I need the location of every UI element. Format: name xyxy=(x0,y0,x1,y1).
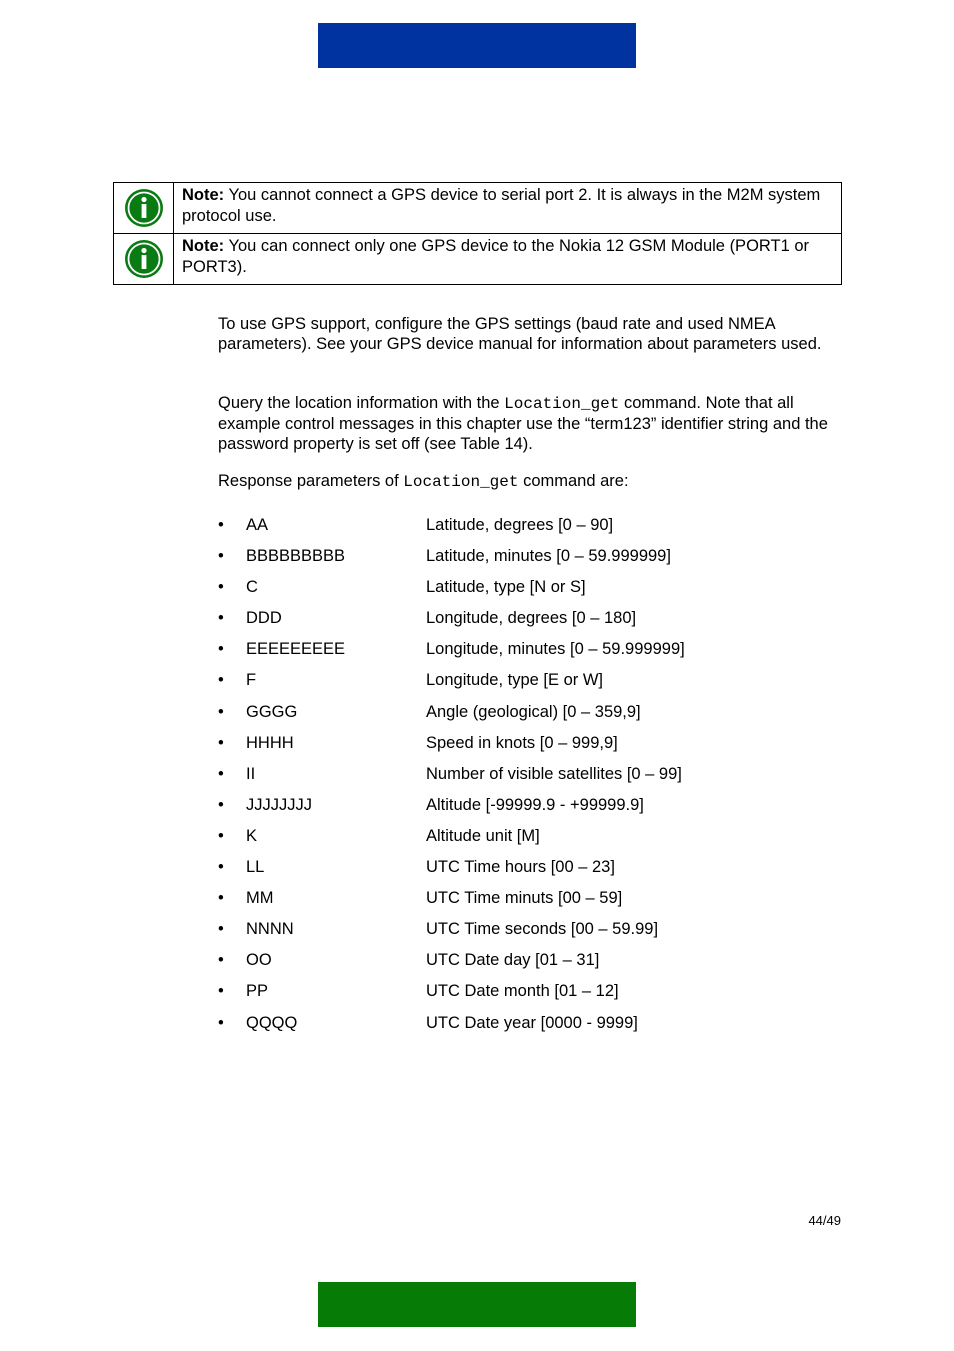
parameter-description: Angle (geological) [0 – 359,9] xyxy=(426,702,641,721)
bullet: • xyxy=(218,858,224,877)
list-item xyxy=(218,543,842,574)
note-row xyxy=(114,234,842,285)
list-item xyxy=(218,574,842,605)
list-item xyxy=(218,1010,842,1041)
parameter-code: GGGG xyxy=(246,702,298,721)
list-item xyxy=(218,761,842,792)
parameter-code: NNNN xyxy=(246,920,294,939)
note-icon-cell xyxy=(114,183,174,234)
info-icon xyxy=(124,239,164,279)
parameter-description: UTC Time minuts [00 – 59] xyxy=(426,889,623,908)
list-item xyxy=(218,947,842,978)
note-body: You can connect only one GPS device to the Nokia 12 GSM Module (PORT1 or PORT3). xyxy=(182,237,810,276)
list-item xyxy=(218,730,842,761)
bullet: • xyxy=(218,920,224,939)
bullet: • xyxy=(218,826,224,845)
list-item xyxy=(218,699,842,730)
parameter-code: LL xyxy=(246,858,265,877)
note-label: Note: xyxy=(182,186,225,204)
parameter-list xyxy=(218,512,842,1041)
list-item xyxy=(218,885,842,916)
list-item xyxy=(218,792,842,823)
parameter-description: Longitude, degrees [0 – 180] xyxy=(426,609,637,628)
parameter-code: AA xyxy=(246,516,269,534)
parameter-description: UTC Date day [01 – 31] xyxy=(426,951,600,970)
bullet: • xyxy=(218,889,224,908)
parameter-description: Longitude, type [E or W] xyxy=(426,671,604,690)
bullet: • xyxy=(218,578,224,597)
parameter-description: Latitude, minutes [0 – 59.999999] xyxy=(426,547,671,566)
list-item xyxy=(218,823,842,854)
paragraph-gps-support: To use GPS support, configure the GPS settings (baud rate and used NMEA parameters). See your GPS device manual for information about parameters used. xyxy=(218,315,822,353)
paragraph-text: Query the location information with the xyxy=(218,394,505,412)
paragraph-text: command. Note that all example control messages in this chapter use the “term123” identifier string and the password property is set off (see Table 14). xyxy=(218,394,828,453)
parameter-description: Latitude, degrees [0 – 90] xyxy=(426,516,614,534)
info-icon xyxy=(124,188,164,228)
parameter-code: F xyxy=(246,671,257,690)
bullet: • xyxy=(218,951,224,970)
bullet: • xyxy=(218,516,224,534)
list-item xyxy=(218,916,842,947)
bullet: • xyxy=(218,764,224,783)
list-item xyxy=(218,978,842,1009)
parameter-code: HHHH xyxy=(246,733,294,752)
parameter-description: Longitude, minutes [0 – 59.999999] xyxy=(426,640,685,659)
parameter-description: UTC Date year [0000 - 9999] xyxy=(426,1013,638,1032)
list-item xyxy=(218,667,842,698)
parameter-code: EEEEEEEEE xyxy=(246,640,346,659)
parameter-description: Latitude, type [N or S] xyxy=(426,578,586,597)
note-text xyxy=(174,183,842,234)
bullet: • xyxy=(218,640,224,659)
header-bar xyxy=(318,23,636,68)
notes-table xyxy=(113,182,842,285)
parameter-description: UTC Date month [01 – 12] xyxy=(426,982,619,1001)
parameter-description: Number of visible satellites [0 – 99] xyxy=(426,764,682,783)
parameter-code: DDD xyxy=(246,609,282,628)
bullet: • xyxy=(218,982,224,1001)
parameter-code: MM xyxy=(246,889,274,908)
parameter-description: Speed in knots [0 – 999,9] xyxy=(426,733,618,752)
parameter-code: JJJJJJJJ xyxy=(246,795,312,814)
note-icon-cell xyxy=(114,234,174,285)
note-row xyxy=(114,183,842,234)
paragraph-text: command are: xyxy=(518,472,629,490)
bullet: • xyxy=(218,733,224,752)
parameter-description: Altitude [-99999.9 - +99999.9] xyxy=(426,795,644,814)
list-item xyxy=(218,605,842,636)
list-item xyxy=(218,854,842,885)
page-number: 44/49 xyxy=(808,1213,841,1228)
parameter-description: UTC Time hours [00 – 23] xyxy=(426,858,615,877)
list-item xyxy=(218,512,842,543)
list-item xyxy=(218,636,842,667)
parameter-code: OO xyxy=(246,951,272,970)
command-code: Location_get xyxy=(403,473,519,491)
note-text xyxy=(174,234,842,285)
bullet: • xyxy=(218,795,224,814)
parameter-code: PP xyxy=(246,982,269,1001)
bullet: • xyxy=(218,1013,224,1032)
parameter-code: II xyxy=(246,764,256,783)
paragraph-query-location xyxy=(218,393,842,454)
parameter-code: QQQQ xyxy=(246,1013,298,1032)
bullet: • xyxy=(218,702,224,721)
parameter-description: Altitude unit [M] xyxy=(426,826,540,845)
bullet: • xyxy=(218,547,224,566)
paragraph-text: Response parameters of xyxy=(218,472,404,490)
parameter-code: K xyxy=(246,826,258,845)
bullet: • xyxy=(218,671,224,690)
bullet: • xyxy=(218,609,224,628)
parameter-code: C xyxy=(246,578,258,597)
note-body: You cannot connect a GPS device to serial port 2. It is always in the M2M system protocol use. xyxy=(182,186,821,225)
command-code: Location_get xyxy=(504,395,620,413)
parameter-description: UTC Time seconds [00 – 59.99] xyxy=(426,920,659,939)
footer-bar xyxy=(318,1282,636,1327)
paragraph-response-parameters xyxy=(218,471,842,492)
note-label: Note: xyxy=(182,237,225,255)
parameter-code: BBBBBBBBB xyxy=(246,547,346,566)
